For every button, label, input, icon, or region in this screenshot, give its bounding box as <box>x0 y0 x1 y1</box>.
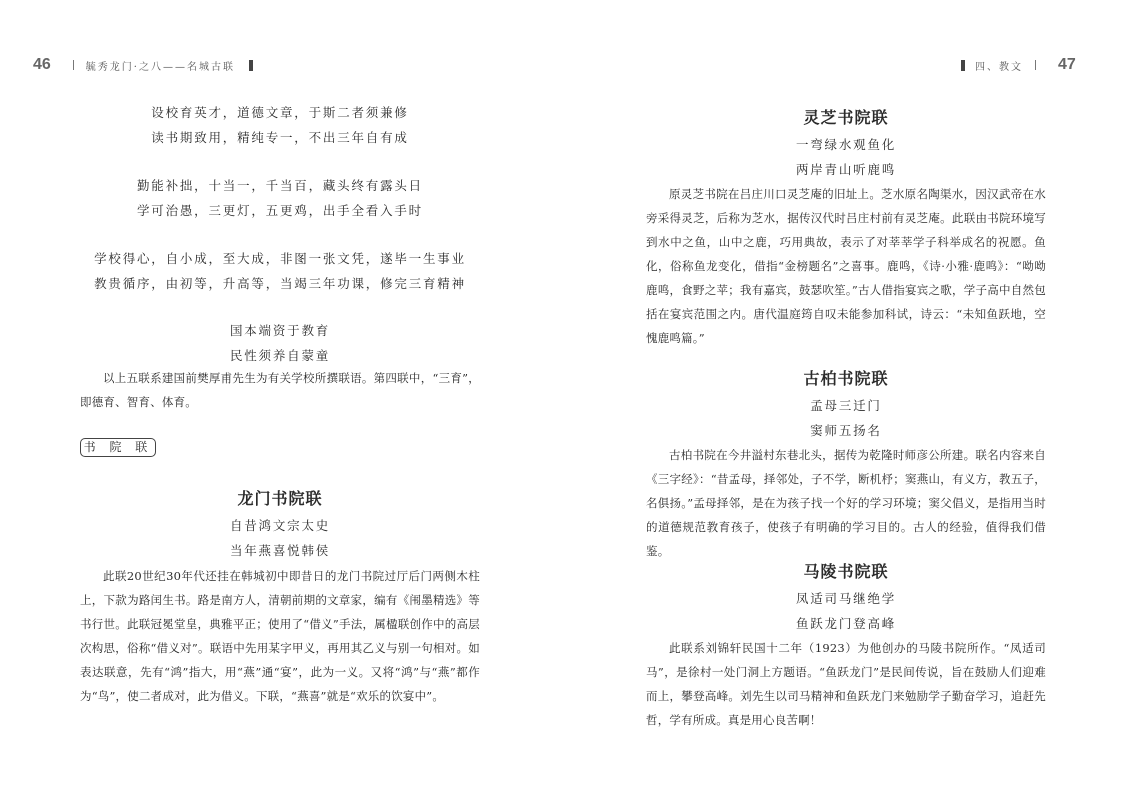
couplet-line: 自昔鸿文宗太史 <box>229 518 331 533</box>
gubai-couplet <box>646 393 1046 443</box>
couplet-line: 教贵循序，由初等，升高等，当竭三年功课，修完三育精神 <box>94 276 466 291</box>
lingzhi-paragraph <box>646 182 1046 350</box>
page-number-right: 47 <box>1058 56 1076 73</box>
running-head-title-left: 毓秀龙门·之八——名城古联 <box>85 61 235 73</box>
lingzhi-text: 原灵芝书院在吕庄川口灵芝庵的旧址上。芝水原名陶渠水，因汉武帝在水旁采得灵芝，后称为芝水，据传汉代时吕庄村前有灵芝庵。此联由书院环境写到水中之鱼，山中之鹿，巧用典故，表示了对莘莘学子科举成名的祝愿。鱼化，俗称鱼龙变化，借指“金榜题名”之喜事。鹿鸣，《诗·小雅·鹿鸣》：“呦呦鹿鸣，食野之苹；我有嘉宾，鼓瑟吹笙。”古人借指宴宾之歌，学子高中自然包括在宴宾范围之内。唐代温庭筠自叹未能参加科试，诗云：“未知鱼跃地，空愧鹿鸣篇。” <box>646 187 1046 345</box>
gubai-paragraph <box>646 443 1046 563</box>
couplet-line: 学校得心，自小成，至大成，非图一张文凭，遂毕一生事业 <box>94 251 466 266</box>
longmen-paragraph <box>80 564 480 708</box>
page-number-left: 46 <box>33 56 51 73</box>
maling-title: 马陵书院联 <box>803 562 889 581</box>
gubai-title: 古柏书院联 <box>803 369 889 388</box>
separator-bar <box>73 60 74 70</box>
note-paragraph <box>80 366 480 414</box>
couplet-line: 两岸青山听鹿鸣 <box>795 162 897 177</box>
gubai-text: 古柏书院在今井溢村东巷北头，据传为乾隆时师彦公所建。联名内容来自《三字经》：“昔孟母，择邻处，子不学，断机杼；窦燕山，有义方，教五子，名俱扬。”孟母择邻，是在为孩子找一个好的学习环境；窦父倡义，是指用当时的道德规范教育孩子，使孩子有明确的学习目的。古人的经验，值得我们借鉴。 <box>646 448 1046 558</box>
couplet-3 <box>80 246 480 296</box>
couplet-line: 民性须养自蒙童 <box>229 348 331 363</box>
longmen-text: 此联20世纪30年代还挂在韩城初中即昔日的龙门书院过厅后门两侧木柱上，下款为路闰生书。路是南方人，清朝前期的文章家，编有《闱墨精选》等书行世。此联冠冕堂皇，典雅平正；使用了“借义”手法，属楹联创作中的高层次构思，俗称“借义对”。联语中先用某字甲义，再用其乙义与别一句相对。如表达联意，先有“鸿”指大，用“燕”通“宴”，此为一义。又将“鸿”与“燕”都作为“鸟”，使二者成对，此为借义。下联，“燕喜”就是“欢乐的饮宴中”。 <box>80 569 480 703</box>
couplet-line: 设校育英才，道德文章，于斯二者须兼修 <box>151 105 409 120</box>
section-label: 书 院 联 <box>80 438 156 457</box>
running-head-left <box>33 56 263 74</box>
couplet-1 <box>80 100 480 150</box>
right-page <box>566 0 1133 799</box>
couplet-line: 凤适司马继绝学 <box>795 591 897 606</box>
couplet-line: 当年燕喜悦韩侯 <box>229 543 331 558</box>
couplet-line: 国本端资于教育 <box>229 323 331 338</box>
maling-paragraph <box>646 636 1046 732</box>
couplet-line: 一弯绿水观鱼化 <box>795 137 897 152</box>
couplet-line: 鱼跃龙门登高峰 <box>795 616 897 631</box>
maling-text: 此联系刘锦轩民国十二年（1923）为他创办的马陵书院所作。“凤适司马”，是徐村一处门洞上方题语。“鱼跃龙门”是民间传说，旨在鼓励人们迎难而上，攀登高峰。刘先生以司马精神和鱼跃龙门来勉励学子勤奋学习，追赶先哲，学有所成。真是用心良苦啊！ <box>646 641 1046 727</box>
left-page <box>0 0 566 799</box>
couplet-line: 读书期致用，精纯专一，不出三年自有成 <box>151 130 409 145</box>
couplet-line: 勤能补拙，十当一，千当百，藏头终有露头日 <box>136 178 423 193</box>
note-text: 以上五联系建国前樊厚甫先生为有关学校所撰联语。第四联中，“三育”，即德育、智育、体育。 <box>80 371 480 409</box>
couplet-line: 学可治愚，三更灯，五更鸡，出手全看入手时 <box>136 203 423 218</box>
longmen-couplet <box>80 513 480 563</box>
block-bar <box>249 60 253 71</box>
couplet-4 <box>80 318 480 368</box>
lingzhi-couplet <box>646 132 1046 182</box>
block-bar <box>961 60 965 71</box>
maling-couplet <box>646 586 1046 636</box>
running-head-right <box>961 56 1076 74</box>
lingzhi-title: 灵芝书院联 <box>803 108 889 127</box>
couplet-line: 窦师五扬名 <box>810 423 882 438</box>
separator-bar <box>1035 60 1036 70</box>
longmen-title: 龙门书院联 <box>237 489 323 508</box>
couplet-2 <box>80 173 480 223</box>
running-head-title-right: 四、教文 <box>975 61 1023 73</box>
couplet-line: 孟母三迁门 <box>810 398 882 413</box>
